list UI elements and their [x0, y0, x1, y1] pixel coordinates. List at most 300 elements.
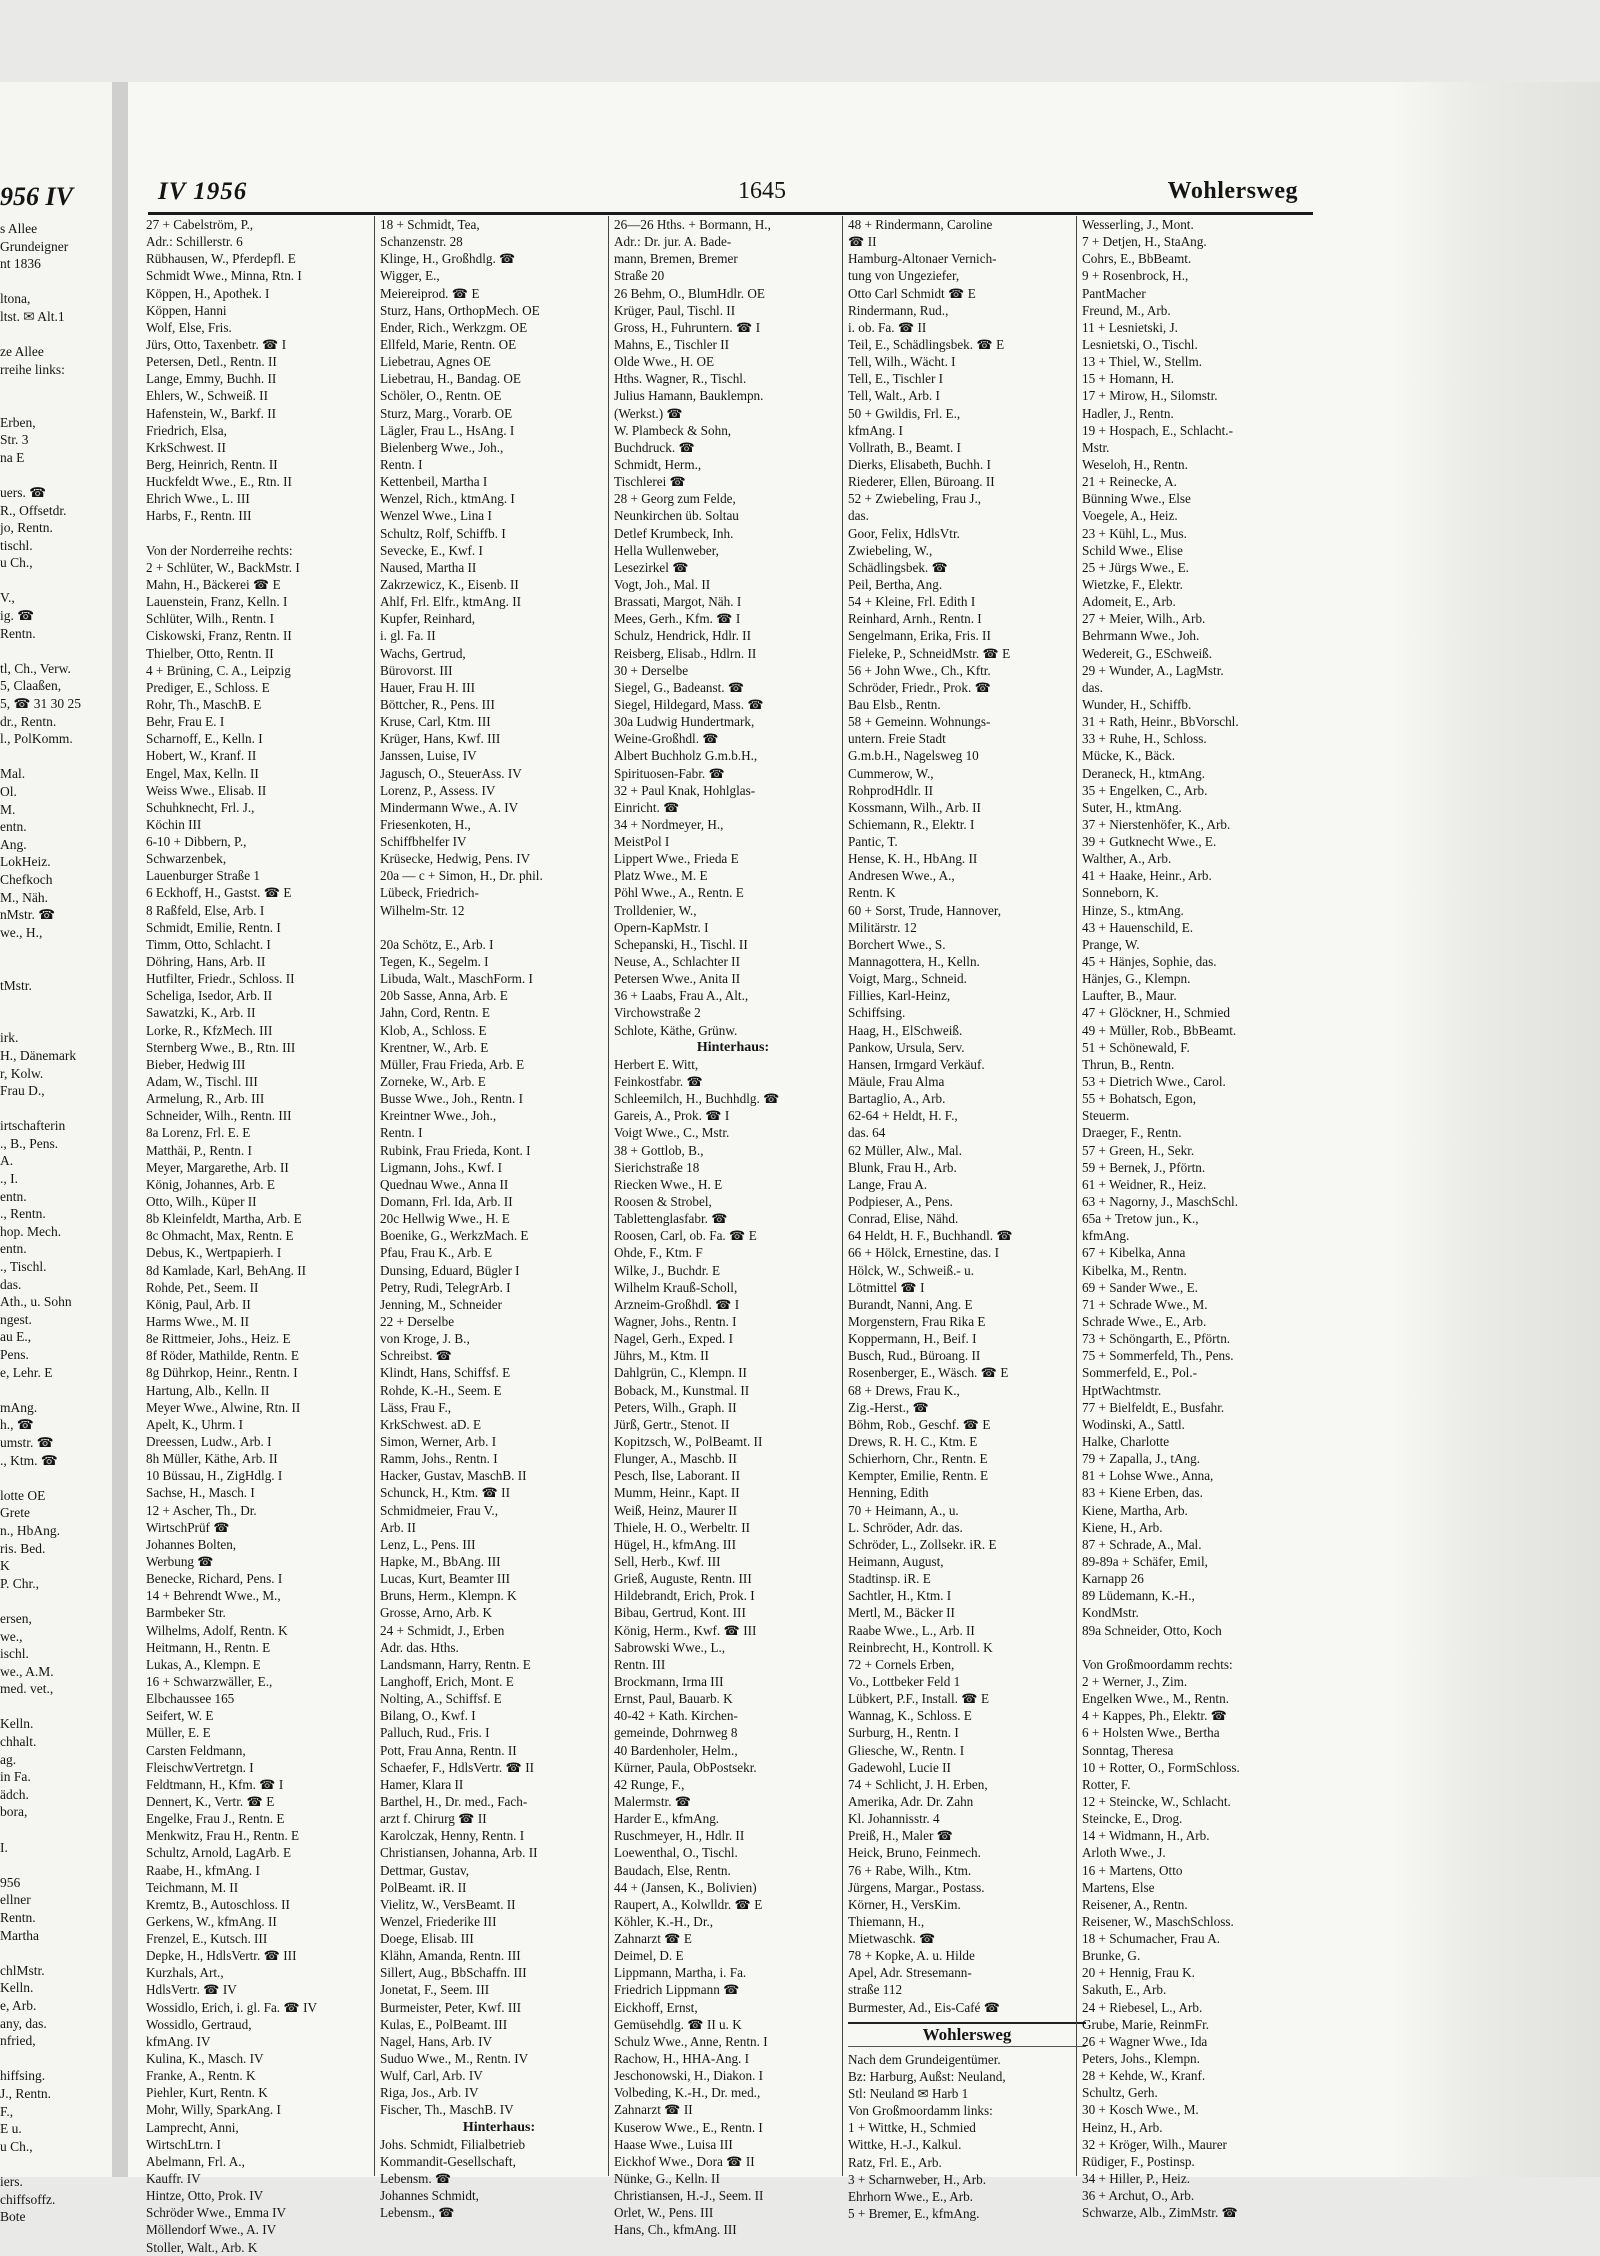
directory-entry: Weiß, Heinz, Maurer II — [614, 1502, 738, 1518]
left-page-line: ris. Bed. — [0, 1540, 46, 1556]
directory-entry: Jührs, M., Ktm. II — [614, 1348, 709, 1364]
left-page-line: r, Kolw. — [0, 1065, 44, 1081]
directory-entry: Hapke, M., BbAng. III — [380, 1553, 501, 1569]
directory-entry: Hinze, S., ktmAng. — [1082, 902, 1184, 918]
directory-entry: Detlef Krumbeck, Inh. — [614, 525, 734, 541]
left-page-line: Kelln. — [0, 1980, 34, 1996]
directory-entry: Peters, Wilh., Graph. II — [614, 1399, 737, 1415]
directory-entry: 8a Lorenz, Frl. E. E — [146, 1125, 251, 1141]
left-page-line: 5, Claaßen, — [0, 678, 62, 694]
directory-entry: Möllendorf Wwe., A. IV — [146, 2222, 277, 2238]
directory-entry: Martens, Else — [1082, 1879, 1155, 1895]
left-page-line: entn. — [0, 819, 27, 835]
directory-entry: Rubink, Frau Frieda, Kont. I — [380, 1142, 531, 1158]
directory-entry: 17 + Mirow, H., Silomstr. — [1082, 388, 1218, 404]
directory-entry: Mäule, Frau Alma — [848, 1074, 945, 1090]
directory-entry: Reisener, W., MaschSchloss. — [1082, 1913, 1234, 1929]
directory-entry: Morgenstern, Frau Rika E — [848, 1314, 986, 1329]
directory-entry: Kuserow Wwe., E., Rentn. I — [614, 2119, 763, 2135]
directory-entry: Steincke, E., Drog. — [1082, 1811, 1183, 1827]
left-page-line: ag. — [0, 1751, 17, 1767]
left-page-line: ., Tischl. — [0, 1259, 47, 1275]
left-page-line — [0, 378, 112, 396]
directory-entry: Rübhausen, W., Pferdepfl. E — [146, 251, 296, 267]
directory-entry: 18 + Schumacher, Frau A. — [1082, 1931, 1221, 1947]
directory-entry: PantMacher — [1082, 285, 1146, 301]
directory-entry: Armelung, R., Arb. III — [146, 1091, 265, 1107]
directory-entry: i. ob. Fa. ☎ II — [848, 319, 927, 335]
directory-entry: Ernst, Paul, Bauarb. K — [614, 1691, 733, 1707]
directory-entry: Surburg, H., Rentn. I — [848, 1725, 959, 1741]
directory-entry: Kremtz, B., Autoschloss. II — [146, 1896, 290, 1912]
directory-entry: Cohrs, E., BbBeamt. — [1082, 251, 1192, 267]
left-page-line: Pens. — [0, 1347, 29, 1362]
directory-entry: Kempter, Emilie, Rentn. E — [848, 1468, 989, 1484]
directory-entry: Wilke, J., Buchdr. E — [614, 1262, 721, 1278]
directory-entry: Peil, Bertha, Ang. — [848, 576, 943, 592]
left-page-line — [0, 1469, 112, 1487]
directory-entry: Gliesche, W., Rentn. I — [848, 1742, 965, 1758]
left-page-line: Rentn. — [0, 1910, 36, 1925]
directory-entry: 87 + Schrade, A., Mal. — [1082, 1536, 1202, 1552]
directory-entry: Gadewohl, Lucie II — [848, 1759, 951, 1775]
section-subheading: Hinterhaus: — [462, 2119, 536, 2135]
directory-entry: 65a + Tretow jun., K., — [1082, 1211, 1199, 1227]
directory-entry: Wachs, Gertrud, — [380, 645, 466, 661]
directory-entry: 24 + Riebesel, L., Arb. — [1082, 1999, 1203, 2015]
directory-entry: Jürgens, Margar., Postass. — [848, 1879, 985, 1895]
directory-entry: Seifert, W. E — [146, 1708, 214, 1724]
directory-entry: Lange, Frau A. — [848, 1176, 928, 1192]
left-page-line: h., ☎ — [0, 1417, 34, 1433]
directory-entry: 67 + Kibelka, Anna — [1082, 1245, 1186, 1261]
directory-entry: Raabe, H., kfmAng. I — [146, 1862, 260, 1878]
directory-entry: Liebetrau, H., Bandag. OE — [380, 371, 521, 387]
directory-entry: Hügel, H., kfmAng. III — [614, 1536, 736, 1552]
directory-entry: Debus, K., Wertpapierh. I — [146, 1245, 282, 1261]
directory-entry: Langhoff, Erich, Mont. E — [380, 1673, 514, 1689]
left-page-line: we., — [0, 1628, 23, 1644]
directory-entry: 39 + Gutknecht Wwe., E. — [1082, 834, 1217, 850]
directory-entry: Schierhorn, Chr., Rentn. E — [848, 1451, 988, 1467]
left-page-line — [0, 1100, 112, 1118]
directory-entry: 16 + Martens, Otto — [1082, 1862, 1183, 1878]
left-page-line: na E — [0, 449, 25, 465]
directory-entry: Arb. II — [380, 1519, 416, 1535]
directory-entry: 27 + Meier, Wilh., Arb. — [1082, 611, 1206, 627]
directory-entry: Köppen, Hanni — [146, 302, 227, 318]
directory-entry: 18 + Schmidt, Tea, — [380, 217, 480, 232]
directory-entry: 40 Bardenholer, Helm., — [614, 1742, 738, 1758]
directory-entry: Raupert, A., Kolwlldr. ☎ E — [614, 1896, 763, 1912]
left-page-line — [0, 1698, 112, 1716]
directory-entry: 43 + Hauenschild, E. — [1082, 919, 1194, 935]
directory-entry: Schlote, Käthe, Grünw. — [614, 1022, 738, 1038]
directory-entry: Drews, R. H. C., Ktm. E — [848, 1433, 978, 1449]
left-page-line: jo, Rentn. — [0, 520, 53, 536]
directory-entry: Rohde, Pet., Seem. II — [146, 1279, 259, 1295]
directory-entry: Adr.: Dr. jur. A. Bade- — [614, 234, 732, 250]
directory-entry: Klinge, H., Großhdlg. ☎ — [380, 251, 516, 267]
directory-entry: 66 + Hölck, Ernestine, das. I — [848, 1245, 999, 1261]
directory-entry: Sevecke, E., Kwf. I — [380, 542, 483, 558]
left-page-line: A. — [0, 1153, 14, 1169]
directory-entry: Otto Carl Schmidt ☎ E — [848, 285, 976, 301]
directory-entry: 32 + Kröger, Wilh., Maurer — [1082, 2136, 1227, 2152]
directory-entry: Volbeding, K.-H., Dr. med., — [614, 2085, 761, 2101]
left-page-line: tischl. — [0, 537, 33, 553]
directory-entry: Jonetat, F., Seem. III — [380, 1982, 490, 1998]
directory-entry: 60 + Sorst, Trude, Hannover, — [848, 902, 1002, 918]
directory-entry: Wigger, E., — [380, 268, 440, 284]
directory-entry: Voegele, A., Heiz. — [1082, 508, 1178, 524]
left-page-line: Mal. — [0, 766, 26, 782]
directory-entry: Petersen, Detl., Rentn. II — [146, 354, 277, 370]
directory-entry: Von der Norderreihe rechts: — [146, 542, 293, 558]
directory-entry: kfmAng. IV — [146, 2033, 211, 2049]
directory-entry: Albert Buchholz G.m.b.H., — [614, 748, 758, 764]
directory-entry: Einricht. ☎ — [614, 799, 680, 815]
directory-entry: Riecken Wwe., H. E — [614, 1176, 723, 1192]
directory-entry: Julius Hamann, Bauklempn. — [614, 388, 764, 404]
directory-entry: Zahnarzt ☎ E — [614, 1931, 692, 1947]
left-page-line: V., — [0, 590, 15, 606]
directory-entry: Podpieser, A., Pens. — [848, 1194, 953, 1210]
directory-entry: Nünke, G., Kelln. II — [614, 2171, 720, 2187]
directory-entry: Huckfeldt Wwe., E., Rtn. II — [146, 474, 292, 490]
directory-entry: Deimel, D. E — [614, 1948, 684, 1964]
directory-entry: Schmidt Wwe., Minna, Rtn. I — [146, 268, 302, 284]
left-page-line: H., Dänemark — [0, 1047, 77, 1063]
left-page-line: n., HbAng. — [0, 1522, 60, 1538]
directory-entry: Schreibst. ☎ — [380, 1348, 453, 1364]
directory-entry: 45 + Hänjes, Sophie, das. — [1082, 954, 1217, 970]
directory-entry: Jagusch, O., SteuerAss. IV — [380, 765, 522, 781]
directory-entry: Gross, H., Fuhruntern. ☎ I — [614, 319, 761, 335]
directory-entry: Pott, Frau Anna, Rentn. II — [380, 1742, 517, 1758]
directory-entry: das. 64 — [848, 1125, 886, 1141]
directory-entry: Ehlers, W., Schweiß. II — [146, 388, 268, 404]
directory-entry: Bau Elsb., Rentn. — [848, 696, 941, 712]
directory-entry: Hafenstein, W., Barkf. II — [146, 405, 277, 421]
directory-entry: Lorenz, P., Assess. IV — [380, 782, 496, 798]
left-page-line: Ath., u. Sohn — [0, 1294, 72, 1310]
directory-entry — [146, 525, 384, 542]
directory-entry: Kruse, Carl, Ktm. III — [380, 714, 491, 730]
directory-entry: Meyer Wwe., Alwine, Rtn. II — [146, 1399, 301, 1415]
directory-entry: 36 + Archut, O., Arb. — [1082, 2188, 1195, 2204]
directory-entry: Schulz Wwe., Anne, Rentn. I — [614, 2033, 768, 2049]
left-page-line: ig. ☎ — [0, 608, 35, 624]
left-page-line: M. — [0, 801, 16, 817]
left-page-line: R., Offsetdr. — [0, 502, 67, 518]
left-page-line: Grundeigner — [0, 238, 69, 254]
directory-entry: Arzneim-Großhdl. ☎ I — [614, 1296, 740, 1312]
directory-entry: gemeinde, Dohrnweg 8 — [614, 1725, 738, 1741]
directory-entry: Kl. Johannisstr. 4 — [848, 1811, 940, 1827]
directory-entry: Kiene, Martha, Arb. — [1082, 1502, 1188, 1518]
directory-entry: Roosen, Carl, ob. Fa. ☎ E — [614, 1228, 757, 1244]
directory-entry: Hölck, W., Schweiß.- u. — [848, 1262, 975, 1278]
left-page-line: 5, ☎ 31 30 25 — [0, 696, 81, 712]
directory-entry: Petry, Rudi, TelegrArb. I — [380, 1279, 511, 1295]
directory-entry: Bz: Harburg, Außst: Neuland, — [848, 2068, 1006, 2084]
directory-entry: Stoller, Walt., Arb. K — [146, 2239, 258, 2255]
directory-entry: Opern-KapMstr. I — [614, 919, 709, 935]
directory-entry: Engelke, Frau J., Rentn. E — [146, 1811, 285, 1827]
directory-entry: Weine-Großhdl. ☎ — [614, 731, 719, 747]
directory-entry: 8f Röder, Mathilde, Rentn. E — [146, 1348, 299, 1364]
directory-entry: Sachtler, H., Ktm. I — [848, 1588, 952, 1604]
street-heading: Wohlersweg — [848, 2022, 1086, 2047]
directory-entry: Mertl, M., Bäcker II — [848, 1605, 955, 1621]
directory-entry: Prediger, E., Schloss. E — [146, 679, 270, 695]
directory-entry: Brassati, Margot, Näh. I — [614, 594, 742, 610]
directory-entry: Jürß, Gertr., Stenot. II — [614, 1416, 730, 1432]
directory-entry: Malermstr. ☎ — [614, 1793, 692, 1809]
directory-entry: Schmidt, Emilie, Rentn. I — [146, 919, 281, 935]
directory-entry: i. gl. Fa. II — [380, 628, 436, 644]
directory-entry: Dennert, K., Vertr. ☎ E — [146, 1793, 275, 1809]
directory-entry: Sachse, H., Masch. I — [146, 1485, 255, 1501]
directory-entry: 16 + Schwarzwäller, E., — [146, 1673, 273, 1689]
directory-entry: Schmidt, Herm., — [614, 456, 702, 472]
directory-entry: 77 + Bielfeldt, E., Busfahr. — [1082, 1399, 1225, 1415]
left-page-line: F., — [0, 2103, 14, 2119]
directory-entry: Lübeck, Friedrich- — [380, 885, 479, 901]
left-page-line — [0, 466, 112, 484]
left-page-line — [0, 396, 112, 414]
left-page-line: ltona, — [0, 291, 31, 307]
directory-entry: 34 + Nordmeyer, H., — [614, 816, 724, 832]
directory-entry: 8 Raßfeld, Else, Arb. I — [146, 902, 265, 918]
directory-entry: Gemüsehdlg. ☎ II u. K — [614, 2016, 742, 2032]
left-page-line — [0, 1381, 112, 1399]
directory-entry: Tegen, K., Segelm. I — [380, 954, 489, 970]
directory-entry: L. Schröder, Adr. das. — [848, 1519, 963, 1535]
column-3 — [614, 216, 852, 2239]
directory-entry: Busch, Rud., Büroang. II — [848, 1348, 981, 1364]
left-page-line: in Fa. — [0, 1769, 31, 1785]
directory-entry: Burmeister, Peter, Kwf. III — [380, 1999, 522, 2015]
directory-entry: Orlet, W., Pens. III — [614, 2205, 714, 2221]
directory-entry: 2 + Schlüter, W., BackMstr. I — [146, 559, 300, 575]
left-page-line: med. vet., — [0, 1681, 54, 1697]
directory-entry: Schröder Wwe., Emma IV — [146, 2205, 287, 2221]
directory-entry: Harder E., kfmAng. — [614, 1811, 720, 1827]
directory-entry: Werbung ☎ — [146, 1553, 214, 1569]
directory-entry: Friesenkoten, H., — [380, 816, 471, 832]
left-page-line — [0, 748, 112, 766]
directory-entry: Doege, Elisab. III — [380, 1931, 474, 1947]
directory-entry: 21 + Reinecke, A. — [1082, 474, 1177, 490]
directory-entry: 47 + Glöckner, H., Schmied — [1082, 1005, 1230, 1021]
directory-entry: Reisener, A., Rentn. — [1082, 1896, 1188, 1912]
directory-entry: 29 + Wunder, A., LagMstr. — [1082, 662, 1224, 678]
directory-entry: Schunck, H., Ktm. ☎ II — [380, 1485, 510, 1501]
directory-entry: Nach dem Grundeigentümer. — [848, 2051, 1001, 2067]
directory-entry: Hamer, Klara II — [380, 1776, 464, 1792]
left-page-line: ngest. — [0, 1311, 32, 1327]
directory-entry: Ciskowski, Franz, Rentn. II — [146, 628, 292, 644]
directory-entry: Schmidmeier, Frau V., — [380, 1502, 499, 1518]
directory-entry: Sierichstraße 18 — [614, 1159, 700, 1175]
directory-entry: Gerkens, W., kfmAng. II — [146, 1913, 277, 1929]
directory-entry: Schiemann, R., Elektr. I — [848, 816, 975, 832]
left-page-line: Str. 3 — [0, 432, 29, 448]
directory-entry: Wagner, Johs., Rentn. I — [614, 1314, 737, 1329]
directory-entry: Meyer, Margarethe, Arb. II — [146, 1159, 289, 1175]
directory-entry: Ellfeld, Marie, Rentn. OE — [380, 336, 517, 352]
directory-entry: 34 + Hiller, P., Heiz. — [1082, 2171, 1190, 2187]
directory-entry: Wietzke, F., Elektr. — [1082, 576, 1183, 592]
directory-entry: Peters, Johs., Klempn. — [1082, 2051, 1200, 2067]
directory-entry: Quednau Wwe., Anna II — [380, 1176, 509, 1192]
directory-entry: Neuse, A., Schlachter II — [614, 954, 740, 970]
directory-entry: Scharnoff, E., Kelln. I — [146, 731, 263, 747]
directory-entry: KrkSchwest. II — [146, 439, 226, 455]
directory-entry: Sturz, Marg., Vorarb. OE — [380, 405, 513, 421]
directory-entry: Rentn. I — [380, 1125, 423, 1141]
directory-entry: 2 + Werner, J., Zim. — [1082, 1673, 1188, 1689]
left-page-line — [0, 2050, 112, 2068]
directory-entry: Matthäi, P., Rentn. I — [146, 1142, 252, 1158]
directory-entry: Jürs, Otto, Taxenbetr. ☎ I — [146, 336, 287, 352]
directory-entry: Baudach, Else, Rentn. — [614, 1862, 731, 1878]
directory-entry: Johannes Schmidt, — [380, 2188, 479, 2204]
directory-entry: Dunsing, Eduard, Bügler I — [380, 1262, 520, 1278]
directory-entry: Sabrowski Wwe., L., — [614, 1639, 726, 1655]
directory-entry: Feldtmann, H., Kfm. ☎ I — [146, 1776, 284, 1792]
left-page-line — [0, 572, 112, 590]
directory-entry: Pöhl Wwe., A., Rentn. E — [614, 885, 744, 901]
directory-entry: Ligmann, Johs., Kwf. I — [380, 1159, 502, 1175]
directory-entry: Pfau, Frau K., Arb. E — [380, 1245, 493, 1261]
directory-entry: HptWachtmstr. — [1082, 1382, 1162, 1398]
directory-entry: Zig.-Herst., ☎ — [848, 1399, 929, 1415]
directory-entry: Hamburg-Altonaer Vernich- — [848, 251, 997, 267]
directory-entry: Zorneke, W., Arb. E — [380, 1074, 486, 1090]
left-page-line: nMstr. ☎ — [0, 907, 56, 923]
directory-entry: Mstr. — [1082, 439, 1110, 455]
directory-entry: 6 + Holsten Wwe., Bertha — [1082, 1725, 1220, 1741]
left-page-line: any, das. — [0, 2015, 47, 2031]
directory-entry: Halke, Charlotte — [1082, 1433, 1170, 1449]
directory-entry: 20a Schötz, E., Arb. I — [380, 936, 494, 952]
directory-entry: Cummerow, W., — [848, 765, 934, 781]
directory-entry: Wenzel, Friederike III — [380, 1913, 497, 1929]
directory-entry: Sillert, Aug., BbSchaffn. III — [380, 1965, 527, 1981]
directory-entry: Thiemann, H., — [848, 1913, 925, 1929]
directory-entry: 48 + Rindermann, Caroline — [848, 217, 993, 232]
directory-entry: 38 + Gottlob, B., — [614, 1142, 704, 1158]
left-page-line: ., Rentn. — [0, 1206, 46, 1222]
directory-entry: Walther, A., Arb. — [1082, 851, 1172, 867]
directory-entry: Heimann, August, — [848, 1553, 944, 1569]
directory-entry: 8e Rittmeier, Johs., Heiz. E — [146, 1331, 291, 1347]
volume-label: IV 1956 — [158, 178, 248, 205]
directory-entry: Lenz, L., Pens. III — [380, 1536, 476, 1552]
directory-entry: 13 + Thiel, W., Stellm. — [1082, 354, 1203, 370]
directory-entry: 63 + Nagorny, J., MaschSchl. — [1082, 1194, 1239, 1210]
directory-entry: Grosse, Arno, Arb. K — [380, 1605, 493, 1621]
directory-entry: Borchert Wwe., S. — [848, 936, 946, 952]
directory-entry: Elbchaussee 165 — [146, 1691, 235, 1707]
directory-entry: Preiß, H., Maler ☎ — [848, 1828, 954, 1844]
directory-entry: 41 + Haake, Heinr., Arb. — [1082, 868, 1212, 884]
directory-entry: das. — [848, 508, 869, 524]
left-page-line: umstr. ☎ — [0, 1434, 54, 1450]
directory-entry: Adr. das. Hths. — [380, 1639, 459, 1655]
left-page-line: Grete — [0, 1505, 30, 1521]
left-page-line: ze Allee — [0, 344, 44, 360]
directory-entry: Riederer, Ellen, Büroang. II — [848, 474, 995, 490]
directory-entry: Benecke, Richard, Pens. I — [146, 1571, 283, 1587]
directory-entry: Adomeit, E., Arb. — [1082, 594, 1176, 610]
directory-entry: Hense, K. H., HbAng. II — [848, 851, 978, 867]
page-edge-shadow — [1390, 82, 1600, 2177]
directory-entry: 30a Ludwig Hundertmark, — [614, 714, 755, 730]
directory-entry: 69 + Sander Wwe., E. — [1082, 1279, 1198, 1295]
directory-entry: untern. Freie Stadt — [848, 731, 946, 747]
directory-entry: Virchowstraße 2 — [614, 1005, 701, 1021]
directory-entry: Adam, W., Tischl. III — [146, 1074, 258, 1090]
directory-entry: von Kroge, J. B., — [380, 1331, 470, 1347]
directory-entry: Spirituosen-Fabr. ☎ — [614, 765, 725, 781]
directory-entry: Schultz, Arnold, LagArb. E — [146, 1845, 292, 1861]
left-page-line: ltst. ✉ Alt.1 — [0, 308, 65, 324]
left-page-line: E u. — [0, 2121, 22, 2137]
directory-entry: Zahnarzt ☎ II — [614, 2102, 693, 2118]
directory-entry: Harbs, F., Rentn. III — [146, 508, 252, 524]
left-page-line: bora, — [0, 1804, 28, 1820]
directory-entry: Hans, Ch., kfmAng. III — [614, 2222, 737, 2238]
directory-entry: Lucas, Kurt, Beamter III — [380, 1571, 510, 1587]
directory-entry: Pesch, Ilse, Laborant. II — [614, 1468, 740, 1484]
left-page-line: ., I. — [0, 1171, 18, 1187]
directory-entry: Scheliga, Isedor, Arb. II — [146, 988, 273, 1004]
directory-entry: Pantic, T. — [848, 834, 898, 850]
directory-entry: 74 + Schlicht, J. H. Erben, — [848, 1776, 988, 1792]
directory-entry: 89 Lüdemann, K.-H., — [1082, 1588, 1195, 1604]
directory-entry: 89-89a + Schäfer, Emil, — [1082, 1553, 1208, 1569]
directory-entry: 36 + Laabs, Frau A., Alt., — [614, 988, 749, 1004]
left-page-line — [0, 994, 112, 1012]
directory-entry: 22 + Derselbe — [380, 1314, 455, 1329]
directory-entry: Lötmittel ☎ I — [848, 1279, 925, 1295]
directory-entry: Kulina, K., Masch. IV — [146, 2051, 264, 2067]
directory-entry: Domann, Frl. Ida, Arb. II — [380, 1194, 513, 1210]
directory-entry: Berg, Heinrich, Rentn. II — [146, 456, 278, 472]
directory-entry: 70 + Heimann, A., u. — [848, 1502, 959, 1518]
left-page-text — [0, 220, 112, 2226]
street-title: Wohlersweg — [1167, 178, 1298, 204]
directory-entry: 61 + Weidner, R., Heiz. — [1082, 1176, 1207, 1192]
directory-entry: RohprodHdlr. II — [848, 782, 933, 798]
directory-entry: Läss, Frau F., — [380, 1399, 452, 1415]
directory-entry: WirtschPrüf ☎ — [146, 1519, 230, 1535]
directory-entry: 30 + Kosch Wwe., M. — [1082, 2102, 1199, 2118]
directory-entry: Rohr, Th., MaschB. E — [146, 696, 262, 712]
directory-entry: 12 + Steincke, W., Schlacht. — [1082, 1793, 1231, 1809]
left-page-line: mAng. — [0, 1399, 38, 1415]
directory-entry: Riga, Jos., Arb. IV — [380, 2085, 479, 2101]
directory-entry: Hths. Wagner, R., Tischl. — [614, 371, 747, 387]
directory-entry: Wilhelms, Adolf, Rentn. K — [146, 1622, 288, 1638]
directory-entry: Christiansen, Johanna, Arb. II — [380, 1845, 538, 1861]
directory-entry: Bartaglio, A., Arb. — [848, 1091, 946, 1107]
directory-entry: 8b Kleinfeldt, Martha, Arb. E — [146, 1211, 302, 1227]
